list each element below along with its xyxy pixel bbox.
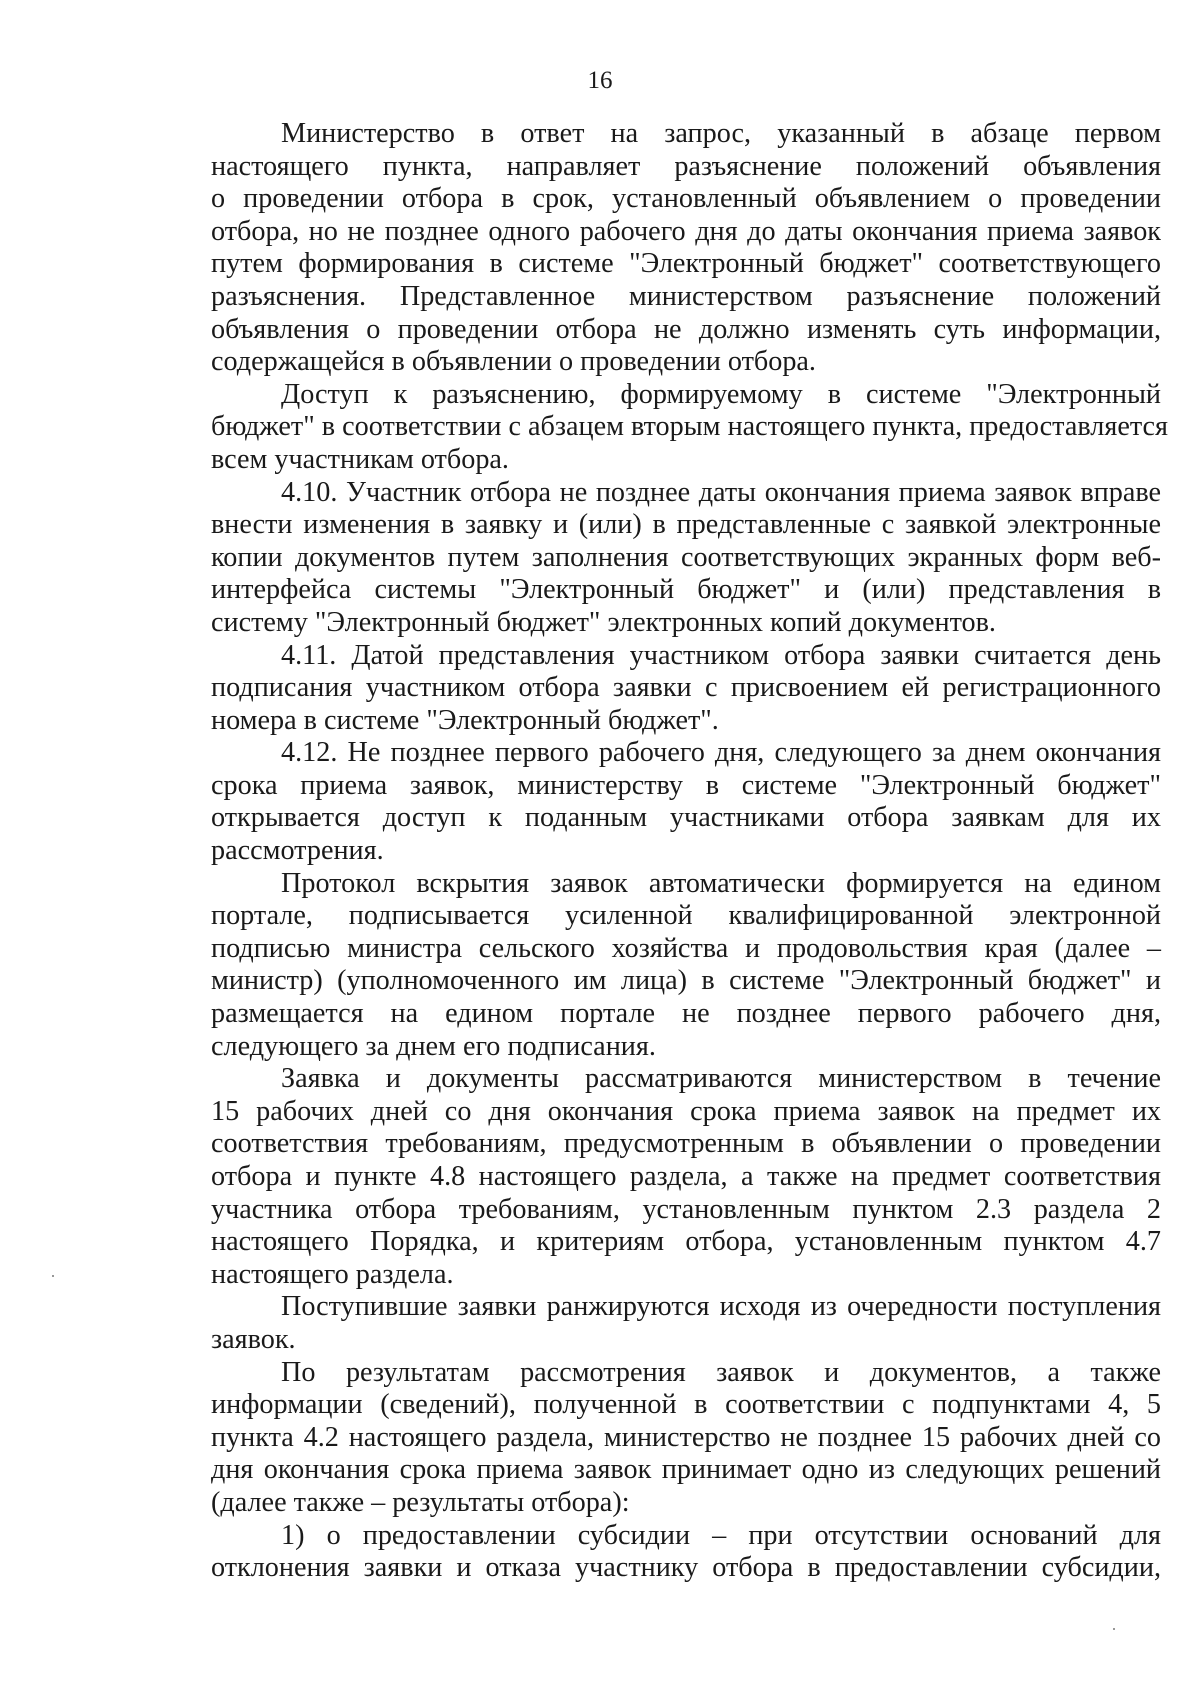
text-line: соответствия требованиям, предусмотренным в объявлении о проведении: [211, 1128, 1161, 1160]
text-line: 15 рабочих дней со дня окончания срока приема заявок на предмет их: [211, 1095, 1161, 1127]
text-line: Заявка и документы рассматриваются министерством в течение: [281, 1063, 1161, 1095]
text-line: бюджет" в соответствии с абзацем вторым настоящего пункта, предоставляется: [211, 411, 1168, 443]
text-line: Поступившие заявки ранжируются исходя из очередности поступления: [281, 1291, 1161, 1323]
text-line: министр) (уполномоченного им лица) в системе "Электронный бюджет" и: [211, 965, 1161, 997]
text-line: рассмотрения.: [211, 835, 384, 867]
text-line: о проведении отбора в срок, установленный объявлением о проведении: [211, 183, 1161, 215]
text-line: дня окончания срока приема заявок принимает одно из следующих решений: [211, 1454, 1161, 1486]
text-line: Протокол вскрытия заявок автоматически формируется на едином: [281, 867, 1161, 899]
text-line: систему "Электронный бюджет" электронных копий документов.: [211, 606, 996, 638]
text-line: 4.12. Не позднее первого рабочего дня, следующего за днем окончания: [281, 737, 1161, 769]
text-line: участника отбора требованиям, установленным пунктом 2.3 раздела 2: [211, 1193, 1161, 1225]
text-line: портале, подписывается усиленной квалифицированной электронной: [211, 900, 1161, 932]
text-line: 4.11. Датой представления участником отбора заявки считается день: [281, 639, 1161, 671]
document-body: [211, 118, 1168, 1585]
text-line: подписью министра сельского хозяйства и продовольствия края (далее –: [211, 932, 1161, 964]
text-line: следующего за днем его подписания.: [211, 1030, 656, 1062]
text-line: Министерство в ответ на запрос, указанный в абзаце первом: [281, 118, 1161, 149]
text-line: подписания участником отбора заявки с присвоением ей регистрационного: [211, 672, 1161, 704]
text-line: настоящего пункта, направляет разъяснение положений объявления: [211, 150, 1161, 182]
text-line: объявления о проведении отбора не должно изменять суть информации,: [211, 313, 1161, 345]
text-line: всем участникам отбора.: [211, 443, 509, 475]
text-line: открывается доступ к поданным участниками отбора заявкам для их: [211, 802, 1161, 834]
text-line: По результатам рассмотрения заявок и документов, а также: [281, 1356, 1161, 1388]
text-line: настоящего Порядка, и критериям отбора, установленным пунктом 4.7: [211, 1226, 1161, 1258]
text-line: внести изменения в заявку и (или) в представленные с заявкой электронные: [211, 509, 1161, 541]
text-line: Доступ к разъяснению, формируемому в системе "Электронный: [281, 378, 1161, 410]
text-line: 4.10. Участник отбора не позднее даты окончания приема заявок вправе: [281, 476, 1161, 508]
scan-speck: [1113, 1628, 1115, 1630]
text-line: содержащейся в объявлении о проведении отбора.: [211, 346, 816, 378]
text-line: информации (сведений), полученной в соответствии с подпунктами 4, 5: [211, 1389, 1161, 1421]
text-line: отклонения заявки и отказа участнику отбора в предоставлении субсидии,: [211, 1552, 1161, 1584]
text-line: путем формирования в системе "Электронный бюджет" соответствующего: [211, 248, 1161, 280]
text-line: заявок.: [211, 1323, 296, 1355]
text-line: копии документов путем заполнения соответствующих экранных форм веб-: [211, 541, 1161, 573]
text-line: отбора, но не позднее одного рабочего дня до даты окончания приема заявок: [211, 215, 1161, 247]
scan-speck: [52, 1275, 54, 1277]
page-number: 16: [587, 67, 613, 94]
text-line: срока приема заявок, министерству в системе "Электронный бюджет": [211, 769, 1161, 801]
text-line: разъяснения. Представленное министерством разъяснение положений: [211, 280, 1161, 312]
text-line: пункта 4.2 настоящего раздела, министерство не позднее 15 рабочих дней со: [211, 1421, 1161, 1453]
text-line: размещается на едином портале не позднее первого рабочего дня,: [211, 998, 1161, 1030]
text-line: номера в системе "Электронный бюджет".: [211, 704, 719, 736]
text-line: отбора и пункте 4.8 настоящего раздела, а также на предмет соответствия: [211, 1161, 1161, 1192]
text-line: настоящего раздела.: [211, 1258, 454, 1290]
text-line: 1) о предоставлении субсидии – при отсутствии оснований для: [281, 1519, 1161, 1551]
text-line: интерфейса системы "Электронный бюджет" и (или) представления в: [211, 574, 1161, 606]
text-line: (далее также – результаты отбора):: [211, 1486, 630, 1518]
